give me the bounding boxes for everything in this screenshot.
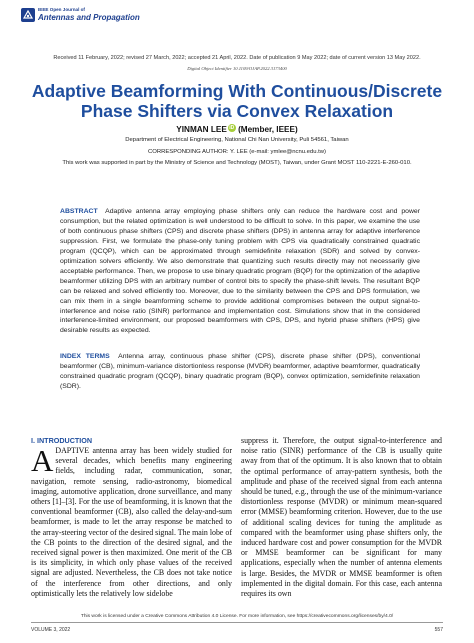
title-line-2: Phase Shifters via Convex Relaxation (80, 100, 394, 121)
volume-label: VOLUME 3, 2022 (31, 627, 71, 633)
doi-line: Digital Object Identifier 10.1109/OJAP.2022.3173400 (187, 66, 287, 71)
intro-left-text: antenna array has been widely studied for several decades, which benefits many engineering fields, including radar, communication, sonar, navigation, remote sensing, radio-astronomy, biomedical imaging, automotive application, drone surveillance, and many others [1]–[3]. For the use of beamforming, it is known that the conventional beamformer (CB), also called the delay-and-sum beamformer, is made to let the array response be matched to the array-steering vector of the desired signal. The main lobe of the CB points to the direction of the desired signal, and the received signal power is then maximized. One merit of the CB is its simplicity, in which only phase values of the received signal are adjusted. Nevertheless, the CB does not take notice of the interference from other directions, and only optimistically lets the relatively low sidelobe (31, 446, 232, 598)
intro-right-text: suppress it. Therefore, the output signal-to-interference and noise ratio (SINR) performance of the CB is usually quite away from that of the optimum. It is also known that to obtain the optimal performance of array-pattern synthesis, both the amplitude and phase of the received signal from each antenna should be tuned, e.g., through the use of the minimum-variance distortionless response (MVDR) or minimum mean-squared error (MMSE) beamforming criterion. However, due to the use of additional scaling devices for tuning the amplitude as compared with the beamformer using phase shifters only, the induced hardware cost and power consumption for the MVDR or MMSE beamformer can be significant for many applications, especially when the number of antenna elements is large. Besides, the MVDR or MMSE beamformer is often implemented in the digital domain. For this case, each antenna requires its own (241, 436, 442, 599)
page-number: 557 (434, 627, 443, 633)
paper-title (0, 82, 474, 121)
license-note: This work is licensed under a Creative Commons Attribution 4.0 License. For more information, see https://creativecommons.org/licenses/by/4.0/ (80, 614, 394, 619)
journal-logo (21, 8, 140, 22)
section-heading: I. INTRODUCTION (31, 436, 93, 445)
title-line-1: Adaptive Beamforming With Continuous/Discrete (31, 81, 443, 101)
journal-logo-icon (21, 8, 35, 22)
abstract-label: ABSTRACT (60, 208, 98, 215)
index-terms-text: Antenna array, continuous phase shifter (CPS), discrete phase shifter (DPS), conventional beamformer (CB), minimum-variance distortionless response (MVDR) beamformer, adaptive beamformer, quadratically constrained quadratic program (QCQP), binary quadratic program (BQP), convex optimization, semidefinite relaxation (SDR). (60, 353, 420, 390)
abstract-text: Adaptive antenna array employing phase shifters only can reduce the hardware cost and power consumption, but the related optimization is well understood to be difficult to solve. In this paper, we examine the use of both continuous phase shifters (CPS) and discrete phase shifters (DPS) in antenna array for adaptive interference suppression. First, we formulate the phase-only tuning problem with CPS via quadratically constrained quadratic program (QCQP), which can be approximated through semidefinite relaxation (SDR) and solved by convex-optimization solvers efficiently. We also demonstrate that quantizing such results directly may not necessarily give acceptable performance. Then, we propose to use binary quadratic program (BQP) for the optimization of the adaptive beamformer utilizing DPS with an arbitrary number of control bits to specify the phase-shift levels. The resultant BQP can be relaxed and solved efficiently too. Moreover, due to the similarity between the CPS and DPS formulation, we can mix them in a single beamforming scheme to provide additional compromises between the output signal-to-interference and noise ratio (SINR) performance and implementation cost. Simulations show that in the considered interference-limited environment, our proposed beamformers with CPS, DPS, and hybrid phase shifters (HPS) give desirable results as expected. (60, 208, 420, 335)
author-line (0, 124, 474, 134)
corresponding-author: CORRESPONDING AUTHOR: Y. LEE (e-mail: ymlee@ncnu.edu.tw) (148, 149, 326, 155)
orcid-icon[interactable]: iD (229, 125, 235, 131)
funding-note: This work was supported in part by the Ministry of Science and Technology (MOST), Taiwan, under Grant MOST 110-2221-E-260-010. (62, 160, 412, 166)
intro-left-column (31, 446, 232, 609)
drop-cap: A (31, 446, 54, 478)
first-word: DAPTIVE (55, 446, 90, 455)
index-terms-label: INDEX TERMS (60, 353, 110, 360)
abstract (60, 207, 420, 342)
intro-right-column (241, 436, 442, 609)
journal-name: Antennas and Propagation (38, 12, 140, 22)
index-terms (60, 352, 420, 394)
author-name: YINMAN LEE (176, 125, 227, 134)
publication-history: Received 11 February, 2022; revised 27 March, 2022; accepted 21 April, 2022. Date of publication 9 May 2022; date of current version 13 May 2022. (53, 55, 421, 61)
author-affiliation: Department of Electrical Engineering, National Chi Nan University, Puli 54561, Taiwan (125, 137, 349, 143)
author-membership: (Member, IEEE) (238, 125, 298, 134)
journal-small-name: IEEE Open Journal of (38, 7, 85, 13)
footer-divider (31, 622, 443, 623)
